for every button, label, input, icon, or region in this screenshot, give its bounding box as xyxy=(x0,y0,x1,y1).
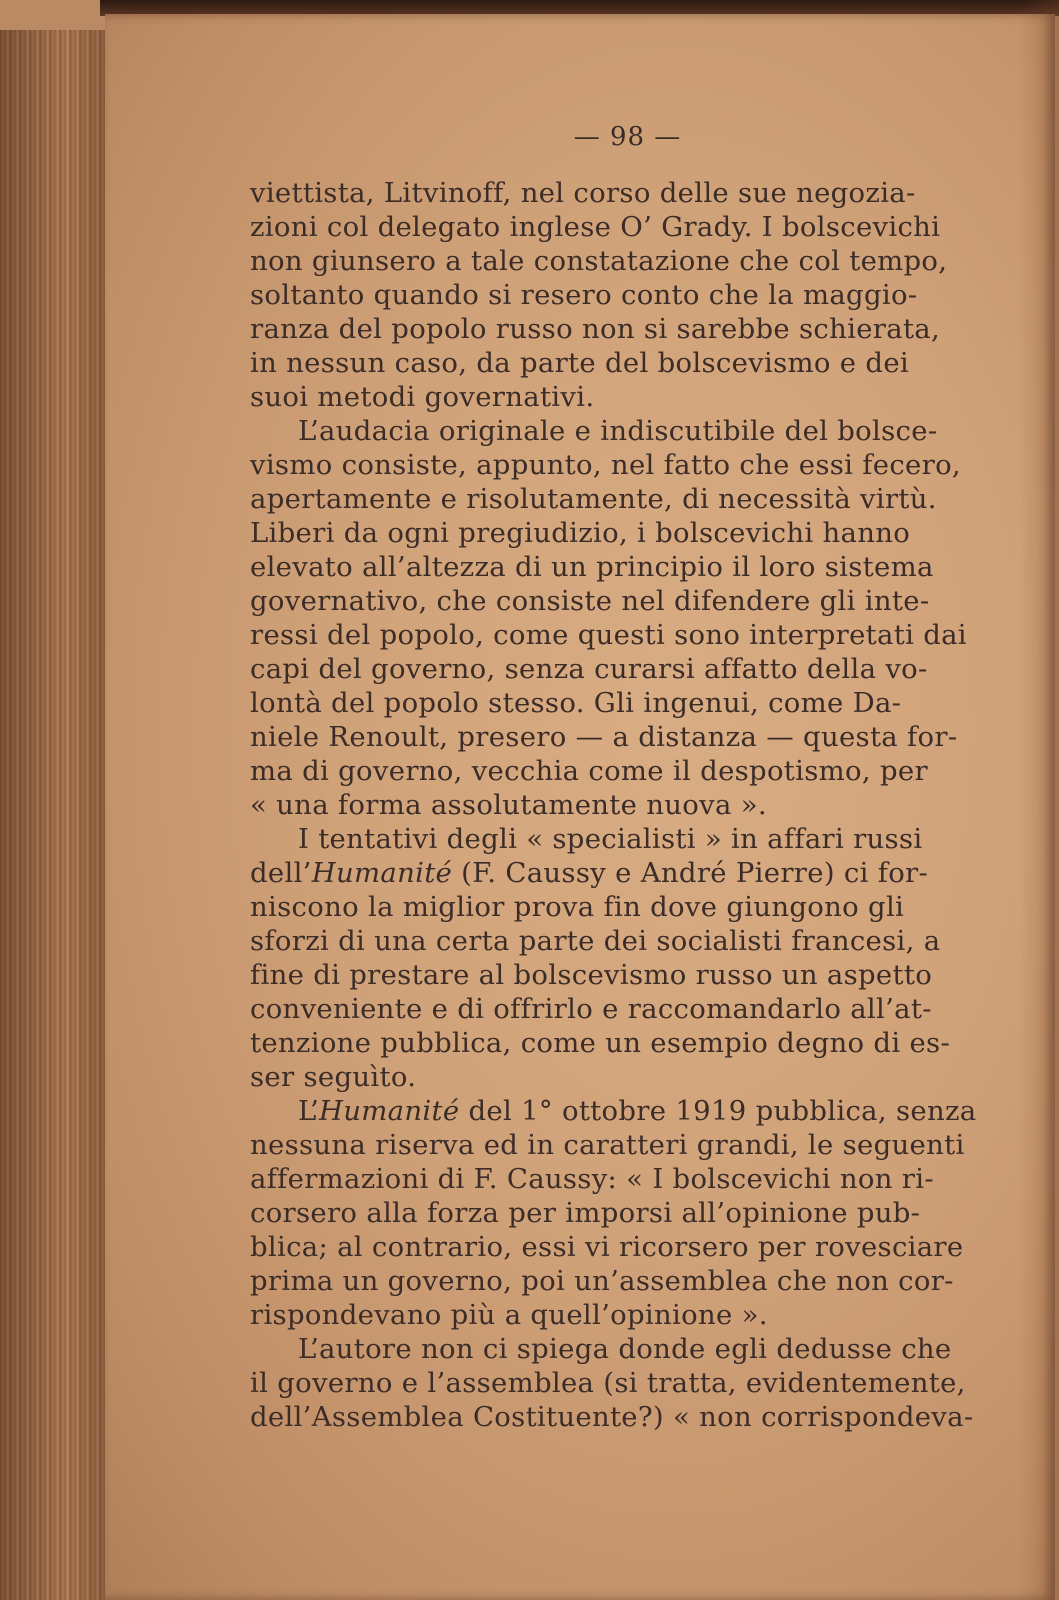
text-prefix: L’ xyxy=(298,1095,320,1127)
text-rest: del 1° ottobre 1919 pubblica, senza xyxy=(459,1095,977,1127)
text-line: niele Renoult, presero — a distanza — questa for- xyxy=(250,721,958,753)
text-prefix: dell’ xyxy=(250,857,312,889)
text-line: prima un governo, poi un’assemblea che non cor- xyxy=(250,1265,954,1297)
text-line: Liberi da ogni pregiudizio, i bolscevichi hanno xyxy=(250,517,911,549)
text-line: rispondevano più a quell’opinione ». xyxy=(250,1299,768,1331)
text-line: capi del governo, senza curarsi affatto della vo- xyxy=(250,653,928,685)
paragraph-first-line xyxy=(298,1094,976,1128)
text-line: in nessun caso, da parte del bolscevismo e dei xyxy=(250,347,909,379)
text-line: viettista, Litvinoff, nel corso delle sue negozia- xyxy=(250,177,916,209)
text-line: fine di prestare al bolscevismo russo un aspetto xyxy=(250,959,933,991)
text-line: affermazioni di F. Caussy: « I bolscevichi non ri- xyxy=(250,1163,934,1195)
text-line: sforzi di una certa parte dei socialisti francesi, a xyxy=(250,925,941,957)
text-line: nessuna riserva ed in caratteri grandi, le seguenti xyxy=(250,1129,965,1161)
text-line: elevato all’altezza di un principio il loro sistema xyxy=(250,551,934,583)
text-line: « una forma assolutamente nuova ». xyxy=(250,789,767,821)
text-line: ranza del popolo russo non si sarebbe schierata, xyxy=(250,313,941,345)
text-line: governativo, che consiste nel difendere gli inte- xyxy=(250,585,930,617)
text-line: corsero alla forza per imporsi all’opinione pub- xyxy=(250,1197,921,1229)
text-line: ser seguìto. xyxy=(250,1061,417,1093)
text-line xyxy=(250,856,928,890)
right-edge-shadow xyxy=(1019,0,1059,1600)
text-line: non giunsero a tale constatazione che col tempo, xyxy=(250,245,948,277)
text-line: dell’Assemblea Costituente?) « non corrispondeva- xyxy=(250,1401,974,1433)
page-number: — 98 — xyxy=(573,122,682,152)
text-line: vismo consiste, appunto, nel fatto che essi fecero, xyxy=(250,449,961,481)
text-line: il governo e l’assemblea (si tratta, evidentemente, xyxy=(250,1367,966,1399)
paragraph-first-line: L’autore non ci spiega donde egli dedusse che xyxy=(298,1333,952,1365)
text-line: blica; al contrario, essi vi ricorsero per rovesciare xyxy=(250,1231,964,1263)
text-line: apertamente e risolutamente, di necessità virtù. xyxy=(250,483,937,515)
text-line: suoi metodi governativi. xyxy=(250,381,595,413)
text-line: ressi del popolo, come questi sono interpretati dai xyxy=(250,619,967,651)
text-line: conveniente e di offrirlo e raccomandarlo all’at- xyxy=(250,993,932,1025)
text-line: niscono la miglior prova fin dove giungono gli xyxy=(250,891,905,923)
text-line: lontà del popolo stesso. Gli ingenui, come Da- xyxy=(250,687,902,719)
italic-title: Humanité xyxy=(311,857,453,889)
italic-title: Humanité xyxy=(319,1095,460,1127)
paragraph-first-line: L’audacia originale e indiscutibile del bolsce- xyxy=(298,415,938,447)
text-line: zioni col delegato inglese O’ Grady. I bolscevichi xyxy=(250,211,941,243)
text-line: ma di governo, vecchia come il despotismo, per xyxy=(250,755,928,787)
text-line: tenzione pubblica, come un esempio degno di es- xyxy=(250,1027,951,1059)
text-line: soltanto quando si resero conto che la maggio- xyxy=(250,279,918,311)
text-rest: (F. Caussy e André Pierre) ci for- xyxy=(452,857,929,889)
paragraph-first-line: I tentativi degli « specialisti » in affari russi xyxy=(298,823,923,855)
stacked-page-edges xyxy=(0,30,112,1600)
